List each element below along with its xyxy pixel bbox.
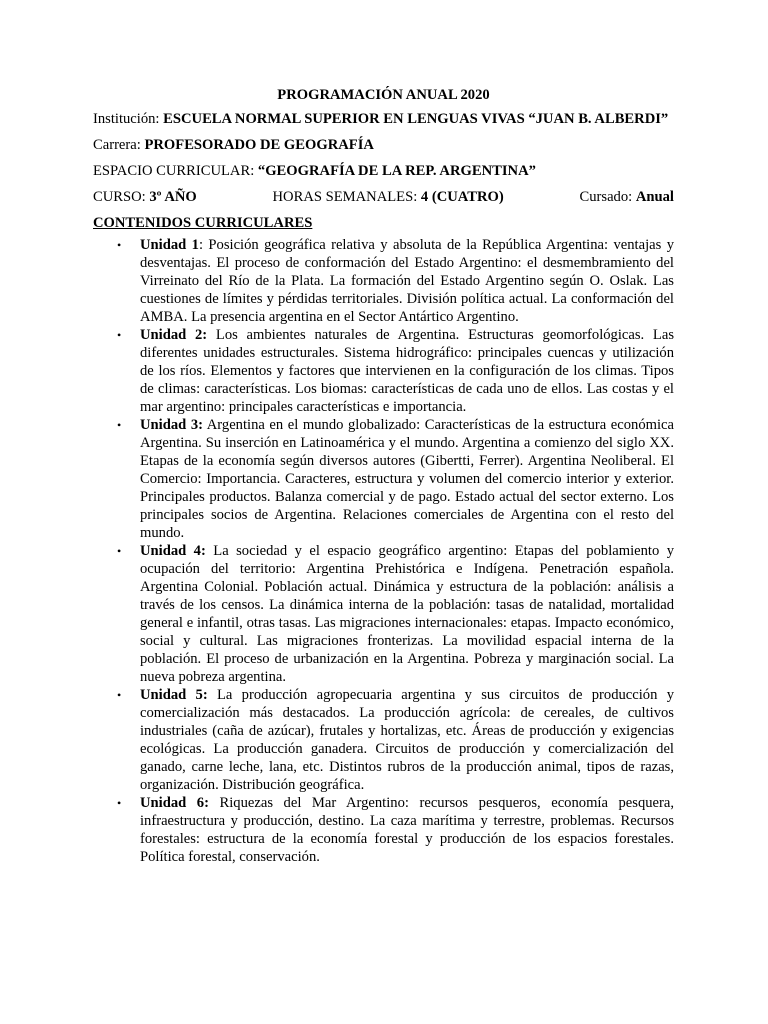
section-title: CONTENIDOS CURRICULARES — [93, 215, 313, 231]
unit-label: Unidad 1 — [140, 237, 199, 253]
curso-group — [93, 188, 197, 206]
units-list — [93, 236, 674, 866]
carrera-line — [93, 136, 674, 154]
document-title: PROGRAMACIÓN ANUAL 2020 — [277, 87, 490, 103]
horas-group — [273, 188, 504, 206]
list-item — [93, 416, 674, 542]
bullet-icon: • — [117, 418, 122, 432]
cursado-value: Anual — [635, 189, 674, 205]
institucion-value: ESCUELA NORMAL SUPERIOR EN LENGUAS VIVAS “JUAN B. ALBERDI” — [163, 111, 669, 127]
cursado-group — [580, 188, 674, 206]
document-page — [93, 86, 674, 866]
carrera-label: Carrera: — [93, 137, 141, 153]
unit-label: Unidad 6: — [140, 795, 209, 811]
bullet-icon: • — [117, 238, 122, 252]
unit-text: Los ambientes naturales de Argentina. Estructuras geomorfológicas. Las diferentes unidades estructurales. Sistema hidrográfico: principales cuencas y utilización de los ríos. Elementos y factores que intervienen en la configuración de los climas. Tipos de climas: características. Los biomas: características de cada uno de ellos. Las costas y el mar argentino: principales características e importancia. — [140, 327, 675, 415]
unit-label: Unidad 5: — [140, 687, 208, 703]
cursado-label: Cursado: — [579, 189, 633, 205]
bullet-icon: • — [117, 796, 122, 810]
unit-text: Argentina en el mundo globalizado: Características de la estructura económica Argentina. Su inserción en Latinoamérica y el mundo. Argentina a comienzo del siglo XX. Etapas de la economía según diversos autores (Gibertti, Ferrer). Argentina Neoliberal. El Comercio: Importancia. Caracteres, estructura y volumen del comercio interior y exterior. Principales productos. Balanza comercial y de pago. Estado actual del sector externo. Los principales socios de Argentina. Relaciones comerciales de Argentina con el resto del mundo. — [140, 417, 674, 541]
carrera-value: PROFESORADO DE GEOGRAFÍA — [144, 137, 374, 153]
list-item — [93, 326, 674, 416]
unit-text: La producción agropecuaria argentina y sus circuitos de producción y comercialización más destacados. La producción agrícola: de cereales, de cultivos industriales (caña de azúcar), frutales y hortalizas, etc. Áreas de producción y exigencias ecológicas. La producción ganadera. Circuitos de producción y comercialización del ganado, carne leche, lana, etc. Distintos rubros de la producción animal, tipos de razas, organización. Distribución geográfica. — [140, 687, 674, 793]
list-item — [93, 236, 674, 326]
curso-label: CURSO: — [93, 189, 146, 205]
espacio-label: ESPACIO CURRICULAR: — [93, 163, 255, 179]
unit-label: Unidad 4: — [140, 543, 206, 559]
curso-value: 3º AÑO — [149, 189, 197, 205]
espacio-curricular-line — [93, 162, 674, 180]
bullet-icon: • — [117, 544, 122, 558]
espacio-value: “GEOGRAFÍA DE LA REP. ARGENTINA” — [257, 163, 536, 179]
bullet-icon: • — [117, 328, 122, 342]
horas-label: HORAS SEMANALES: — [272, 189, 418, 205]
institucion-label: Institución: — [93, 111, 160, 127]
unit-text: La sociedad y el espacio geográfico argentino: Etapas del poblamiento y ocupación del territorio: Argentina Prehistórica e Indígena. Penetración española. Argentina Colonial. Población actual. Dinámica y estructura de la población: análisis a través de los censos. La dinámica interna de la población: tasas de natalidad, mortalidad general e infantil, otras tasas. Las migraciones internacionales: etapas. Impacto económico, social y cultural. Las migraciones fronterizas. La movilidad espacial interna de la población. El proceso de urbanización en la Argentina. Pobreza y marginación social. La nueva pobreza argentina. — [140, 543, 674, 685]
list-item — [93, 686, 674, 794]
list-item — [93, 542, 674, 686]
unit-label: Unidad 3: — [140, 417, 203, 433]
unit-text: Riquezas del Mar Argentino: recursos pesqueros, economía pesquera, infraestructura y producción, destino. La caza marítima y terrestre, problemas. Recursos forestales: estructura de la economía forestal y producción de los espacios forestales. Política forestal, conservación. — [140, 795, 675, 865]
unit-text: : Posición geográfica relativa y absoluta de la República Argentina: ventajas y desventajas. El proceso de conformación del Estado Argentino: el desmembramiento del Virreinato del Río de la Plata. La formación del Estado Argentino según O. Oslak. Las cuestiones de límites y pérdidas territoriales. División política actual. La conformación del AMBA. La presencia argentina en el Sector Antártico Argentino. — [140, 237, 674, 325]
list-item — [93, 794, 674, 866]
bullet-icon: • — [117, 688, 122, 702]
curso-line — [93, 188, 674, 206]
unit-label: Unidad 2: — [140, 327, 208, 343]
institucion-line — [93, 110, 674, 128]
horas-value: 4 (CUATRO) — [420, 189, 504, 205]
